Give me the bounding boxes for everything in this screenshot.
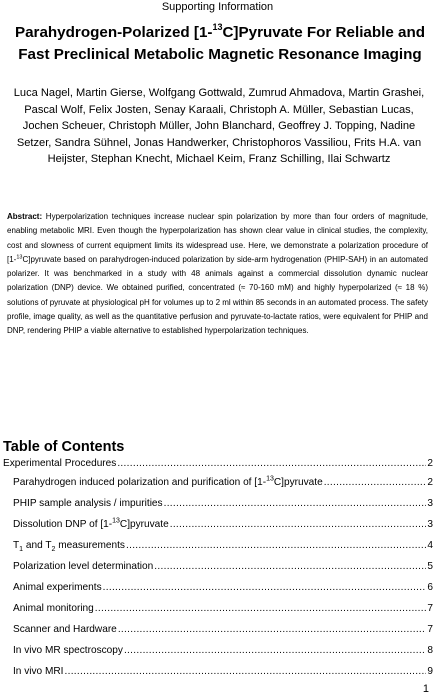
toc-dot-leader [324,475,427,491]
toc-page-number: 3 [427,498,433,509]
toc-label-subscript: 1 [19,546,24,554]
title-line-1 [6,22,434,44]
toc-entry-in-vivo-mri[interactable] [13,664,435,680]
toc-entry-scanner-hardware[interactable] [13,622,435,638]
toc-dot-leader [170,517,427,533]
toc-entry-label: Animal experiments [13,582,102,593]
abstract [7,210,428,339]
toc-page-number: 2 [427,477,433,488]
toc-dot-leader [64,664,426,680]
toc-heading: Table of Contents [3,439,125,455]
toc-page-number: 4 [427,540,433,551]
toc-dot-leader [118,622,427,638]
toc-label-superscript: 13 [112,517,120,525]
author-line: Setzer, Sandra Sühnel, Jonas Handwerker, Christophoros Vassiliou, Frits H.A. van [16,136,422,149]
toc-entry-label: Experimental Procedures [3,458,117,469]
toc-entry-label: Animal monitoring [13,603,94,614]
toc-entry-phip-sample-analysis[interactable] [13,496,435,512]
abstract-text-2: C]pyruvate based on parahydrogen-induced polarization by side-arm hydrogenation (PHIP-SAH) in an automated polarizer. It was benchmarked in a study with 48 animals against a commercial dissolution dynamic nuclear polarization (DNP) device. We obtained purified, concentrated (≈ 70-160 mM) and highly hyperpolarized (≈ 18 %) solutions of pyruvate at physiological pH for volumes up to 2 ml within 85 seconds in an automated process. The safety profile, image quality, as well as the quantitative perfusion and pyruvate-to-lactate ratios, were equivalent for PHIP and DNP, rendering PHIP a viable alternative to established hyperpolarization techniques. [7,254,428,336]
toc-entry-polarization-level[interactable] [13,559,435,575]
toc-dot-leader [154,559,426,575]
toc-label-superscript: 13 [266,475,274,483]
author-line: Luca Nagel, Martin Gierse, Wolfgang Gottwald, Zumrud Ahmadova, Martin Grashei, [13,87,425,99]
paper-title [6,22,434,66]
toc-dot-leader [95,601,427,617]
toc-label-text: measurements [55,540,125,551]
abstract-label: Abstract: [7,212,43,221]
title-text-b: C]Pyruvate For Reliable and [222,24,426,41]
toc-label-text: and T [23,540,52,551]
toc-entry-label: In vivo MRI [13,666,64,677]
author-list [8,85,430,168]
toc-dot-leader [103,580,427,596]
toc-entry-label: Scanner and Hardware [13,624,117,635]
toc-page-number: 7 [427,624,433,635]
page-number: 1 [422,683,429,695]
toc-page-number: 8 [427,645,433,656]
title-superscript: 13 [212,21,223,32]
toc-label-text: Parahydrogen induced polarization and purification of [1- [13,477,267,488]
toc-label-text: C]pyruvate [273,477,323,488]
toc-label-text: C]pyruvate [119,519,169,530]
toc-page-number: 6 [427,582,433,593]
toc-entry-label [13,475,323,491]
title-line-2: Fast Preclinical Metabolic Magnetic Resonance Imaging [18,46,422,63]
toc-label-subscript: 2 [51,546,56,554]
toc-page-number: 7 [427,603,433,614]
author-line: Pascal Wolf, Felix Josten, Senay Karaali, Christoph A. Müller, Sebastian Lucas, [24,103,414,116]
toc-dot-leader [164,496,427,512]
toc-entry-label: Polarization level determination [13,561,154,572]
author-line: Jochen Scheuer, Christoph Müller, John Blanchard, Geoffrey J. Topping, Nadine [22,120,416,133]
running-header: Supporting Information [161,1,274,13]
toc-page-number: 3 [427,519,433,530]
author-line: Heijster, Stephan Knecht, Michael Keim, Franz Schilling, Ilai Schwartz [47,153,391,166]
toc-dot-leader [117,456,426,472]
toc-entry-animal-monitoring[interactable] [13,601,435,617]
toc-entry-animal-experiments[interactable] [13,580,435,596]
toc-page-number: 5 [427,561,433,572]
toc-label-text: Dissolution DNP of [1- [13,519,113,530]
toc-entry-label [13,517,169,533]
toc-entry-experimental-procedures[interactable] [3,456,435,472]
toc-entry-label: PHIP sample analysis / impurities [13,498,163,509]
toc-page-number: 2 [427,458,433,469]
abstract-superscript: 13 [16,254,23,261]
toc-dot-leader [126,538,426,554]
toc-entry-phip-purification[interactable] [13,475,435,491]
toc-entry-in-vivo-mrs[interactable] [13,643,435,659]
toc-dot-leader [124,643,426,659]
title-text-a: Parahydrogen-Polarized [1- [14,24,213,41]
toc-entry-label [13,538,125,554]
toc-page-number: 9 [427,666,433,677]
abstract-text-1: Hyperpolarization techniques increase nuclear spin polarization by more than four orders of magnitude, enabling metabolic MRI. Even though the hyperpolarization has shown clear value in clinical studies, the complexity, cost and slowness of current equipment limits its widespread use. Here, we demonstrate a polarization procedure of [1- [7,212,428,264]
toc-entry-dissolution-dnp[interactable] [13,517,435,533]
toc-entry-label: In vivo MR spectroscopy [13,645,123,656]
toc-label-text: T [13,540,20,551]
toc-entry-t1-t2-measurements[interactable] [13,538,435,554]
